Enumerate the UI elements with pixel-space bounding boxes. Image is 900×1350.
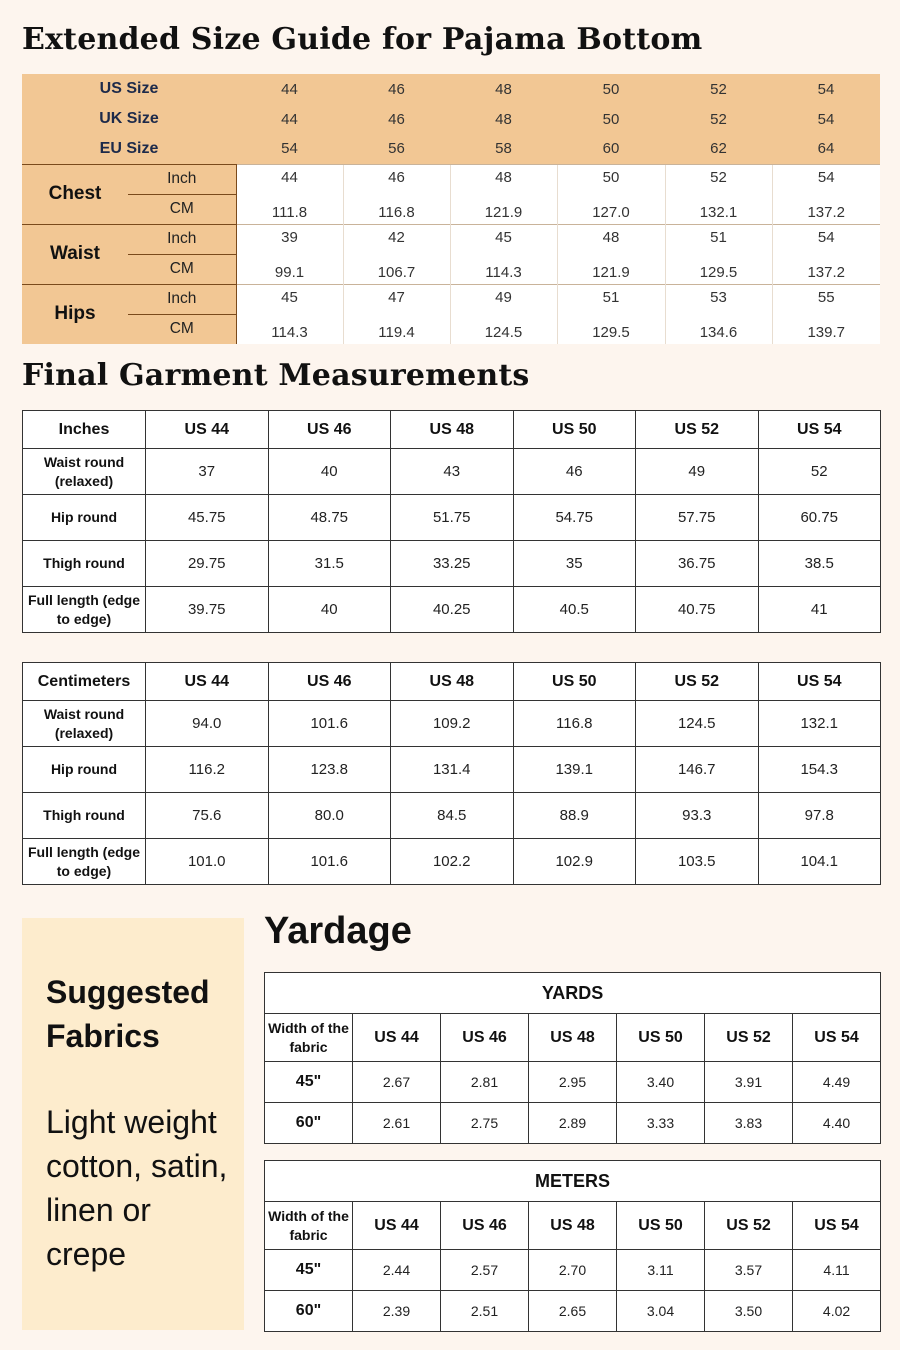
size-row-label: UK Size — [22, 104, 236, 134]
measurement-value: 101.6 — [268, 701, 391, 747]
fabric-width-label: 45" — [265, 1250, 353, 1291]
row-label: Hip round — [23, 495, 146, 541]
size-value: 60 — [557, 134, 665, 164]
measurement-value: 80.0 — [268, 793, 391, 839]
measurement-inch-row — [22, 224, 880, 254]
unit-title-row — [265, 1161, 881, 1202]
inch-value: 48 — [450, 164, 557, 194]
measurement-value: 41 — [758, 587, 881, 633]
row-label: Waist round (relaxed) — [23, 449, 146, 495]
measurement-value: 104.1 — [758, 839, 881, 885]
fabric-width-label: 60" — [265, 1291, 353, 1332]
measurement-value: 38.5 — [758, 541, 881, 587]
measurement-value: 60.75 — [758, 495, 881, 541]
yardage-value: 3.57 — [705, 1250, 793, 1291]
yardage-value: 2.44 — [353, 1250, 441, 1291]
garment-centimeters-table — [22, 662, 881, 885]
size-value: 44 — [236, 74, 343, 104]
inch-value: 51 — [557, 284, 665, 314]
measurement-value: 84.5 — [391, 793, 514, 839]
measurement-value: 40 — [268, 449, 391, 495]
table-row — [23, 747, 881, 793]
measurement-value: 116.8 — [513, 701, 636, 747]
size-column-header: US 44 — [353, 1202, 441, 1250]
yardage-value: 2.65 — [529, 1291, 617, 1332]
measurement-value: 101.6 — [268, 839, 391, 885]
yardage-value: 4.11 — [793, 1250, 881, 1291]
unit-title: METERS — [265, 1161, 881, 1202]
size-column-header: US 50 — [513, 663, 636, 701]
measurement-value: 33.25 — [391, 541, 514, 587]
cm-value: 134.6 — [665, 314, 772, 344]
inch-value: 46 — [343, 164, 450, 194]
size-value: 62 — [665, 134, 772, 164]
cm-value: 137.2 — [772, 254, 880, 284]
unit-header: Centimeters — [23, 663, 146, 701]
measurement-value: 35 — [513, 541, 636, 587]
measurement-value: 40.25 — [391, 587, 514, 633]
measurement-value: 45.75 — [146, 495, 269, 541]
suggested-fabrics-panel — [22, 918, 244, 1330]
size-column-header: US 54 — [793, 1014, 881, 1062]
measurement-value: 131.4 — [391, 747, 514, 793]
measurement-inch-row — [22, 284, 880, 314]
cm-value: 119.4 — [343, 314, 450, 344]
row-label: Thigh round — [23, 541, 146, 587]
yardage-value: 3.83 — [705, 1103, 793, 1144]
unit-cm-label: CM — [128, 314, 236, 344]
cm-value: 121.9 — [557, 254, 665, 284]
unit-header: Inches — [23, 411, 146, 449]
size-value: 58 — [450, 134, 557, 164]
table-row — [23, 495, 881, 541]
yardage-value: 2.57 — [441, 1250, 529, 1291]
size-row — [22, 74, 880, 104]
width-of-fabric-header: Width of the fabric — [265, 1202, 353, 1250]
measurement-value: 97.8 — [758, 793, 881, 839]
measurement-value: 57.75 — [636, 495, 759, 541]
measurement-value: 43 — [391, 449, 514, 495]
cm-value: 137.2 — [772, 194, 880, 224]
measurement-value: 51.75 — [391, 495, 514, 541]
yardage-value: 4.40 — [793, 1103, 881, 1144]
inch-value: 54 — [772, 224, 880, 254]
suggested-fabrics-text: Light weight cotton, satin, linen or crepe — [46, 1104, 228, 1272]
size-column-header: US 46 — [268, 663, 391, 701]
measurement-value: 46 — [513, 449, 636, 495]
yardage-value: 2.67 — [353, 1062, 441, 1103]
measurement-value: 49 — [636, 449, 759, 495]
size-column-header: US 52 — [705, 1202, 793, 1250]
size-value: 52 — [665, 104, 772, 134]
yardage-value: 3.40 — [617, 1062, 705, 1103]
size-column-header: US 54 — [793, 1202, 881, 1250]
size-column-header: US 50 — [617, 1014, 705, 1062]
measurement-value: 36.75 — [636, 541, 759, 587]
inch-value: 47 — [343, 284, 450, 314]
row-label: Full length (edge to edge) — [23, 839, 146, 885]
measurement-value: 29.75 — [146, 541, 269, 587]
measurement-value: 37 — [146, 449, 269, 495]
measurement-value: 48.75 — [268, 495, 391, 541]
size-column-header: US 52 — [705, 1014, 793, 1062]
size-row-label: EU Size — [22, 134, 236, 164]
measurement-cm-row — [22, 314, 880, 344]
unit-inch-label: Inch — [128, 284, 236, 314]
size-column-header: US 48 — [529, 1014, 617, 1062]
measurement-cm-row — [22, 194, 880, 224]
size-column-header: US 50 — [513, 411, 636, 449]
size-column-header: US 44 — [353, 1014, 441, 1062]
row-label: Hip round — [23, 747, 146, 793]
yardage-value: 2.39 — [353, 1291, 441, 1332]
row-label: Waist round (relaxed) — [23, 701, 146, 747]
measurement-value: 40.5 — [513, 587, 636, 633]
size-column-header: US 52 — [636, 663, 759, 701]
size-column-header: US 52 — [636, 411, 759, 449]
measurement-value: 54.75 — [513, 495, 636, 541]
measurement-cm-row — [22, 254, 880, 284]
measurement-value: 116.2 — [146, 747, 269, 793]
size-column-header: US 46 — [441, 1014, 529, 1062]
size-value: 48 — [450, 74, 557, 104]
fabric-width-label: 45" — [265, 1062, 353, 1103]
inch-value: 48 — [557, 224, 665, 254]
yardage-meters-table — [264, 1160, 881, 1332]
cm-value: 111.8 — [236, 194, 343, 224]
size-column-header: US 44 — [146, 411, 269, 449]
size-row — [22, 134, 880, 164]
measurement-name: Chest — [22, 164, 128, 224]
measurement-value: 52 — [758, 449, 881, 495]
yardage-value: 2.51 — [441, 1291, 529, 1332]
measurement-value: 123.8 — [268, 747, 391, 793]
width-of-fabric-header: Width of the fabric — [265, 1014, 353, 1062]
size-value: 46 — [343, 104, 450, 134]
table-row — [23, 587, 881, 633]
measurement-value: 154.3 — [758, 747, 881, 793]
size-value: 46 — [343, 74, 450, 104]
size-value: 44 — [236, 104, 343, 134]
measurement-value: 124.5 — [636, 701, 759, 747]
measurement-value: 103.5 — [636, 839, 759, 885]
measurement-value: 88.9 — [513, 793, 636, 839]
row-label: Thigh round — [23, 793, 146, 839]
measurement-value: 102.9 — [513, 839, 636, 885]
measurement-value: 101.0 — [146, 839, 269, 885]
yardage-value: 2.70 — [529, 1250, 617, 1291]
header-row — [265, 1202, 881, 1250]
inch-value: 51 — [665, 224, 772, 254]
cm-value: 116.8 — [343, 194, 450, 224]
inch-value: 42 — [343, 224, 450, 254]
measurement-value: 40 — [268, 587, 391, 633]
size-value: 54 — [772, 104, 880, 134]
size-row — [22, 104, 880, 134]
size-column-header: US 46 — [268, 411, 391, 449]
cm-value: 139.7 — [772, 314, 880, 344]
yardage-value: 3.04 — [617, 1291, 705, 1332]
measurement-value: 93.3 — [636, 793, 759, 839]
yardage-value: 2.81 — [441, 1062, 529, 1103]
measurement-value: 139.1 — [513, 747, 636, 793]
garment-inches-table — [22, 410, 881, 633]
garment-title: Final Garment Measurements — [22, 358, 530, 393]
size-column-header: US 48 — [529, 1202, 617, 1250]
size-value: 52 — [665, 74, 772, 104]
yardage-value: 2.89 — [529, 1103, 617, 1144]
cm-value: 99.1 — [236, 254, 343, 284]
size-value: 56 — [343, 134, 450, 164]
measurement-value: 94.0 — [146, 701, 269, 747]
measurement-value: 109.2 — [391, 701, 514, 747]
size-column-header: US 44 — [146, 663, 269, 701]
size-column-header: US 48 — [391, 663, 514, 701]
fabric-width-label: 60" — [265, 1103, 353, 1144]
yardage-value: 3.50 — [705, 1291, 793, 1332]
inch-value: 54 — [772, 164, 880, 194]
yardage-value: 2.95 — [529, 1062, 617, 1103]
unit-cm-label: CM — [128, 194, 236, 224]
yardage-value: 2.75 — [441, 1103, 529, 1144]
size-guide-table — [22, 74, 880, 344]
size-guide-title: Extended Size Guide for Pajama Bottom — [22, 22, 703, 57]
cm-value: 114.3 — [450, 254, 557, 284]
cm-value: 129.5 — [557, 314, 665, 344]
size-column-header: US 46 — [441, 1202, 529, 1250]
measurement-value: 75.6 — [146, 793, 269, 839]
size-value: 54 — [236, 134, 343, 164]
table-row — [23, 793, 881, 839]
size-column-header: US 50 — [617, 1202, 705, 1250]
inch-value: 55 — [772, 284, 880, 314]
yardage-value: 4.02 — [793, 1291, 881, 1332]
cm-value: 127.0 — [557, 194, 665, 224]
size-column-header: US 54 — [758, 663, 881, 701]
unit-inch-label: Inch — [128, 164, 236, 194]
table-row — [265, 1062, 881, 1103]
table-row — [265, 1250, 881, 1291]
size-row-label: US Size — [22, 74, 236, 104]
header-row — [23, 663, 881, 701]
cm-value: 121.9 — [450, 194, 557, 224]
cm-value: 124.5 — [450, 314, 557, 344]
size-value: 50 — [557, 104, 665, 134]
measurement-value: 146.7 — [636, 747, 759, 793]
yardage-value: 3.11 — [617, 1250, 705, 1291]
measurement-value: 102.2 — [391, 839, 514, 885]
inch-value: 44 — [236, 164, 343, 194]
table-row — [23, 449, 881, 495]
inch-value: 53 — [665, 284, 772, 314]
table-row — [23, 839, 881, 885]
unit-title-row — [265, 973, 881, 1014]
table-row — [265, 1291, 881, 1332]
table-row — [23, 701, 881, 747]
yardage-value: 4.49 — [793, 1062, 881, 1103]
size-column-header: US 54 — [758, 411, 881, 449]
measurement-name: Hips — [22, 284, 128, 344]
header-row — [265, 1014, 881, 1062]
table-row — [265, 1103, 881, 1144]
cm-value: 114.3 — [236, 314, 343, 344]
cm-value: 132.1 — [665, 194, 772, 224]
inch-value: 45 — [236, 284, 343, 314]
inch-value: 45 — [450, 224, 557, 254]
table-row — [23, 541, 881, 587]
size-value: 48 — [450, 104, 557, 134]
row-label: Full length (edge to edge) — [23, 587, 146, 633]
measurement-value: 132.1 — [758, 701, 881, 747]
unit-title: YARDS — [265, 973, 881, 1014]
header-row — [23, 411, 881, 449]
inch-value: 39 — [236, 224, 343, 254]
yardage-title: Yardage — [264, 910, 412, 952]
suggested-fabrics-title: Suggested Fabrics — [46, 974, 210, 1054]
size-value: 50 — [557, 74, 665, 104]
measurement-value: 39.75 — [146, 587, 269, 633]
inch-value: 52 — [665, 164, 772, 194]
yardage-value: 3.33 — [617, 1103, 705, 1144]
size-value: 54 — [772, 74, 880, 104]
measurement-value: 31.5 — [268, 541, 391, 587]
unit-cm-label: CM — [128, 254, 236, 284]
measurement-value: 40.75 — [636, 587, 759, 633]
size-value: 64 — [772, 134, 880, 164]
inch-value: 49 — [450, 284, 557, 314]
measurement-inch-row — [22, 164, 880, 194]
yardage-yards-table — [264, 972, 881, 1144]
unit-inch-label: Inch — [128, 224, 236, 254]
measurement-name: Waist — [22, 224, 128, 284]
cm-value: 129.5 — [665, 254, 772, 284]
inch-value: 50 — [557, 164, 665, 194]
yardage-value: 3.91 — [705, 1062, 793, 1103]
yardage-value: 2.61 — [353, 1103, 441, 1144]
size-column-header: US 48 — [391, 411, 514, 449]
cm-value: 106.7 — [343, 254, 450, 284]
